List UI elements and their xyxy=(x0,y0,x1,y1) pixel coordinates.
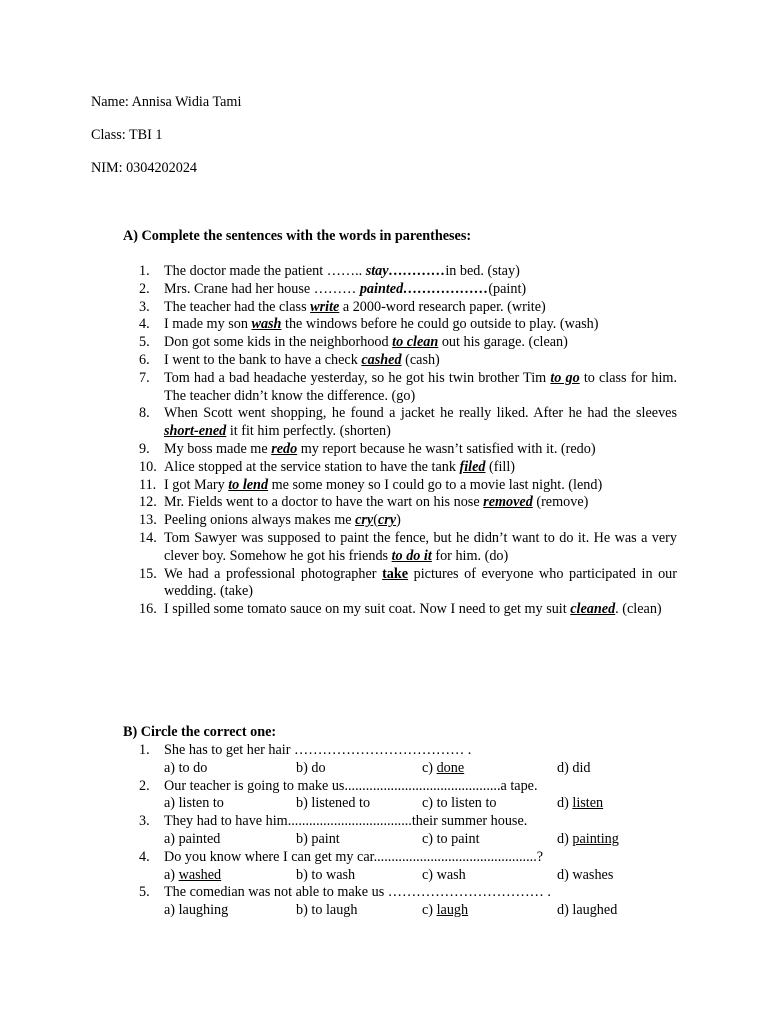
options-row xyxy=(164,831,677,849)
option-letter: a) xyxy=(164,866,179,883)
student-name: Name: Annisa Widia Tami xyxy=(91,94,242,110)
option-letter: b) xyxy=(296,759,312,776)
answer-text: filed xyxy=(459,458,486,475)
sentence-text: When Scott went shopping, he found a jacket he really liked. After he had the sleeves xyxy=(164,405,677,422)
question-text: The comedian was not able to make us …………………………… . xyxy=(164,884,551,901)
list-item xyxy=(139,813,677,849)
option-a[interactable] xyxy=(164,902,228,920)
option-letter: c) xyxy=(422,795,437,812)
sentence-text: me some money so I could go to a movie last night. (lend) xyxy=(268,476,603,493)
option-b[interactable] xyxy=(296,760,326,778)
sentence-text: . (clean) xyxy=(615,601,662,618)
sentence-text: Mr. Fields went to a doctor to have the wart on his nose xyxy=(164,494,484,511)
item-number: 7. xyxy=(139,369,150,386)
option-c[interactable] xyxy=(422,867,466,885)
option-c[interactable] xyxy=(422,760,464,778)
option-letter: c) xyxy=(422,866,437,883)
answer-text: stay………… xyxy=(365,263,446,279)
option-text: listened to xyxy=(311,795,371,812)
option-letter: d) xyxy=(557,866,573,883)
answer-text: cry xyxy=(355,512,374,529)
option-text: to wash xyxy=(311,866,356,883)
option-text: washed xyxy=(178,866,222,883)
option-text: to paint xyxy=(436,830,480,847)
student-class: Class: TBI 1 xyxy=(91,127,163,143)
sentence-text: (paint) xyxy=(488,280,527,297)
list-item xyxy=(139,512,677,530)
sentence-text: pictures of everyone who participated in our wedding. (take) xyxy=(164,565,678,600)
question-text: Our teacher is going to make us............................................a tape. xyxy=(164,777,538,794)
answer-text: to go xyxy=(550,369,580,386)
item-number: 11. xyxy=(139,476,157,493)
option-text: to listen to xyxy=(436,795,497,812)
sentence-text: my report because he wasn’t satisfied with it. (redo) xyxy=(297,440,596,457)
sentence-text: Alice stopped at the service station to have the tank xyxy=(164,458,460,475)
option-letter: c) xyxy=(422,759,437,776)
option-letter: d) xyxy=(557,902,573,919)
answer-text: cashed xyxy=(361,351,402,368)
sentence-text: ) xyxy=(396,512,401,529)
option-b[interactable] xyxy=(296,795,370,813)
option-letter: a) xyxy=(164,902,179,919)
list-item xyxy=(139,884,677,920)
options-row xyxy=(164,867,677,885)
answer-text: to clean xyxy=(392,334,439,351)
answer-text: cleaned xyxy=(570,601,616,618)
list-item xyxy=(139,849,677,885)
item-number: 3. xyxy=(139,298,150,315)
item-number: 13. xyxy=(139,512,157,529)
option-text: done xyxy=(436,759,465,776)
list-item xyxy=(139,477,677,495)
option-d[interactable] xyxy=(557,831,619,849)
option-a[interactable] xyxy=(164,760,207,778)
option-letter: b) xyxy=(296,830,312,847)
item-number: 16. xyxy=(139,601,157,618)
list-item xyxy=(139,405,677,441)
options-row xyxy=(164,795,677,813)
option-d[interactable] xyxy=(557,867,613,885)
sentence-text: We had a professional photographer xyxy=(164,565,383,582)
question-text: Do you know where I can get my car..............................................? xyxy=(164,848,544,865)
list-item xyxy=(139,601,677,619)
sentence-text: The doctor made the patient …….. xyxy=(164,263,366,279)
answer-text: to do it xyxy=(391,547,432,564)
option-letter: d) xyxy=(557,759,573,776)
option-text: painting xyxy=(572,830,619,847)
answer-text: removed xyxy=(483,494,533,511)
sentence-text: out his garage. (clean) xyxy=(438,334,568,351)
option-letter: a) xyxy=(164,759,179,776)
sentence-text: My boss made me xyxy=(164,440,272,457)
option-a[interactable] xyxy=(164,867,221,885)
option-text: to laugh xyxy=(311,902,358,919)
list-item xyxy=(139,441,677,459)
item-number: 15. xyxy=(139,565,157,582)
item-number: 2. xyxy=(139,777,150,794)
option-text: listen to xyxy=(178,795,224,812)
item-number: 10. xyxy=(139,458,157,475)
option-text: did xyxy=(572,759,591,776)
option-letter: c) xyxy=(422,830,437,847)
list-item xyxy=(139,334,677,352)
option-text: to do xyxy=(178,759,208,776)
item-number: 2. xyxy=(139,280,150,297)
option-text: painted xyxy=(178,830,221,847)
option-c[interactable] xyxy=(422,902,468,920)
option-b[interactable] xyxy=(296,902,357,920)
item-number: 6. xyxy=(139,351,150,368)
option-text: listen xyxy=(572,795,604,812)
sentence-text: I got Mary xyxy=(164,476,229,493)
option-letter: b) xyxy=(296,902,312,919)
item-number: 12. xyxy=(139,494,157,511)
option-b[interactable] xyxy=(296,867,355,885)
list-item xyxy=(139,566,677,602)
list-item xyxy=(139,352,677,370)
option-text: wash xyxy=(436,866,466,883)
item-number: 5. xyxy=(139,884,150,901)
option-text: paint xyxy=(311,830,340,847)
list-item xyxy=(139,778,677,814)
sentence-text: I spilled some tomato sauce on my suit coat. Now I need to get my suit xyxy=(164,601,571,618)
option-d[interactable] xyxy=(557,760,591,778)
list-item xyxy=(139,370,677,406)
option-a[interactable] xyxy=(164,831,220,849)
option-text: do xyxy=(311,759,326,776)
sentence-text: I made my son xyxy=(164,316,252,333)
sentence-text: it fit him perfectly. (shorten) xyxy=(226,423,391,440)
option-letter: b) xyxy=(296,795,312,812)
sentence-text: (cash) xyxy=(401,351,440,368)
list-item xyxy=(139,742,677,778)
answer-text: redo xyxy=(271,440,298,457)
answer-text: painted……………… xyxy=(359,280,489,297)
sentence-text: (remove) xyxy=(532,494,589,511)
item-number: 1. xyxy=(139,263,150,279)
question-text: They had to have him...................................their summer house. xyxy=(164,813,528,830)
sentence-text: (fill) xyxy=(485,458,516,475)
option-b[interactable] xyxy=(296,831,340,849)
sentence-text: for him. (do) xyxy=(431,547,509,564)
answer-text: take xyxy=(382,565,409,582)
sentence-text: Tom Sawyer was supposed to paint the fence, but he didn’t want to do it. He was a very clever boy. Somehow he got his friends xyxy=(164,529,677,564)
answer-text: to lend xyxy=(228,476,269,493)
sentence-text: The teacher had the class xyxy=(164,298,311,315)
list-item xyxy=(139,316,677,334)
item-number: 1. xyxy=(139,742,150,758)
sentence-text: to class for him. The teacher didn’t know the difference. (go) xyxy=(164,369,677,404)
sentence-text: in bed. (stay) xyxy=(445,263,520,279)
item-number: 3. xyxy=(139,813,150,830)
sentence-text: ( xyxy=(373,512,378,529)
item-number: 8. xyxy=(139,405,150,422)
item-number: 4. xyxy=(139,848,150,865)
section-b-list xyxy=(139,742,677,920)
options-row xyxy=(164,902,677,920)
option-text: washes xyxy=(572,866,614,883)
option-letter: a) xyxy=(164,830,179,847)
section-b-title: B) Circle the correct one: xyxy=(123,724,277,740)
answer-text: write xyxy=(310,298,340,315)
answer-text: short-ened xyxy=(164,423,227,440)
list-item xyxy=(139,299,677,317)
option-c[interactable] xyxy=(422,831,480,849)
student-nim: NIM: 0304202024 xyxy=(91,160,198,176)
answer-text: wash xyxy=(251,316,282,333)
list-item xyxy=(139,530,677,566)
answer-text: cry xyxy=(377,512,397,529)
question-text: She has to get her hair ……………………………… . xyxy=(164,742,472,758)
option-a[interactable] xyxy=(164,795,224,813)
option-letter: b) xyxy=(296,866,312,883)
option-d[interactable] xyxy=(557,795,603,813)
section-a-title: A) Complete the sentences with the words in parentheses: xyxy=(123,228,472,244)
option-d[interactable] xyxy=(557,902,617,920)
section-a-list xyxy=(139,263,677,619)
option-letter: d) xyxy=(557,795,573,812)
sentence-text: Peeling onions always makes me xyxy=(164,512,356,529)
sentence-text: Tom had a bad headache yesterday, so he got his twin brother Tim xyxy=(164,369,551,386)
sentence-text: I went to the bank to have a check xyxy=(164,351,362,368)
sentence-text: Don got some kids in the neighborhood xyxy=(164,334,393,351)
option-text: laughing xyxy=(178,902,229,919)
option-text: laugh xyxy=(436,902,469,919)
sentence-text: a 2000-word research paper. (write) xyxy=(339,298,546,315)
item-number: 5. xyxy=(139,334,150,351)
option-letter: d) xyxy=(557,830,573,847)
list-item xyxy=(139,281,677,299)
list-item xyxy=(139,459,677,477)
option-letter: c) xyxy=(422,902,437,919)
list-item xyxy=(139,494,677,512)
sentence-text: the windows before he could go outside to play. (wash) xyxy=(281,316,599,333)
option-c[interactable] xyxy=(422,795,496,813)
item-number: 4. xyxy=(139,316,150,333)
options-row xyxy=(164,760,677,778)
item-number: 14. xyxy=(139,529,157,546)
option-letter: a) xyxy=(164,795,179,812)
option-text: laughed xyxy=(572,902,618,919)
list-item xyxy=(139,263,677,281)
item-number: 9. xyxy=(139,440,150,457)
sentence-text: Mrs. Crane had her house ……… xyxy=(164,280,360,297)
